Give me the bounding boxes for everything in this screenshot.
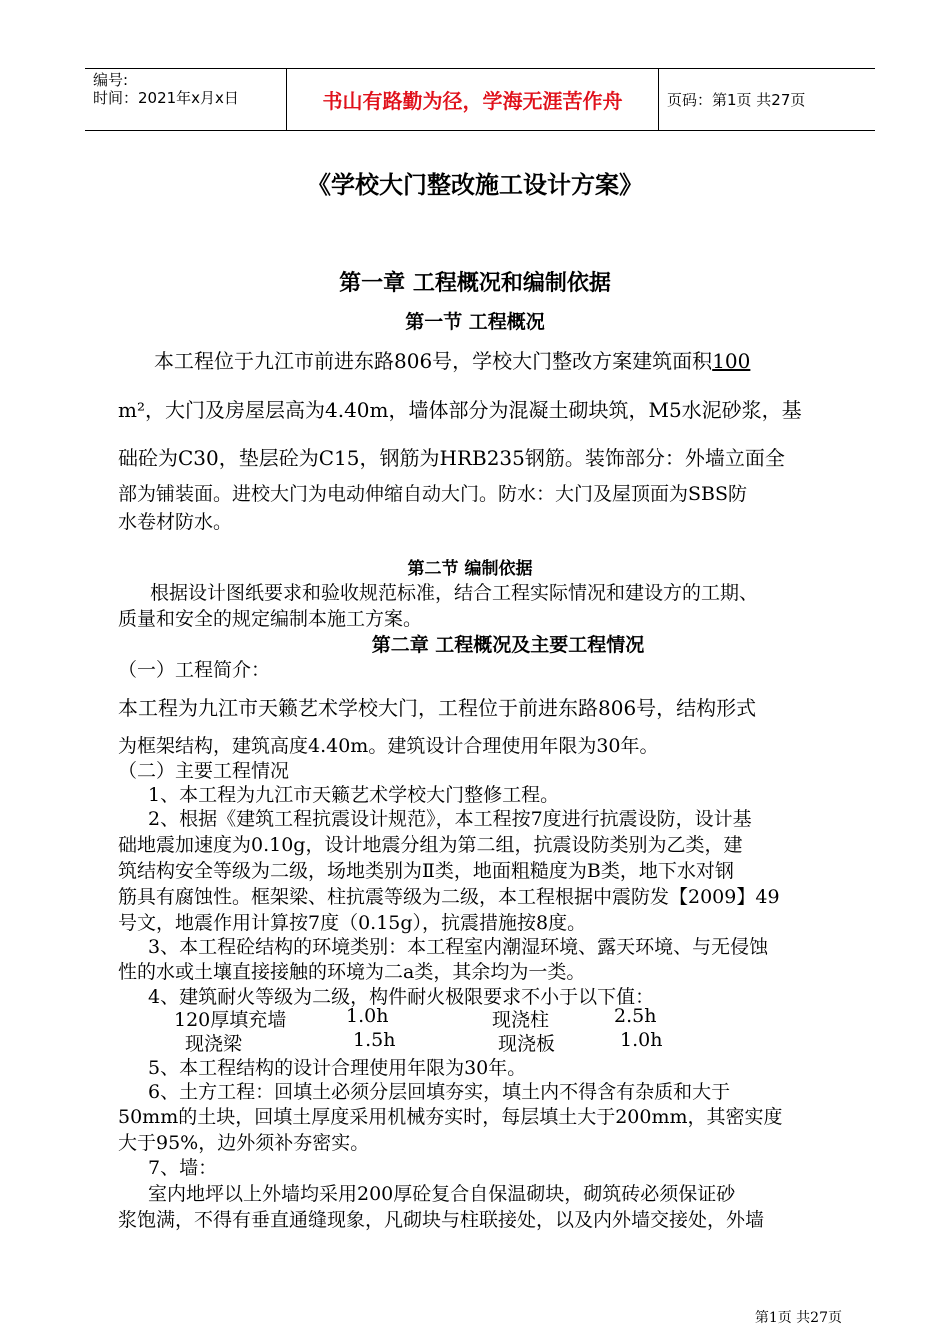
para-line: 础砼为C30，垫层砼为C15，钢筋为HRB235钢筋。装饰部分：外墙立面全 (118, 446, 785, 470)
para-line: 为框架结构，建筑高度4.40m。建筑设计合理使用年限为30年。 (118, 735, 659, 757)
para-text: 本工程位于九江市前进东路806号，学校大门整改方案建筑面积 (154, 349, 713, 373)
document-title: 《学校大门整改施工设计方案》 (307, 171, 643, 199)
fire-item-value: 2.5h (614, 1005, 657, 1027)
para-line: 根据设计图纸要求和验收规范标准，结合工程实际情况和建设方的工期、 (150, 582, 759, 604)
time-text: 时间：2021年x月x日 (93, 89, 239, 107)
motto: 书山有路勤为径，学海无涯苦作舟 (286, 69, 659, 130)
item-line: 大于95%，边外须补夯密实。 (118, 1132, 370, 1154)
area-value: 100 (712, 349, 751, 373)
section1-title: 第一节 工程概况 (405, 311, 545, 333)
intro-heading: （一）工程简介： (118, 659, 271, 681)
fire-item-name: 现浇板 (498, 1033, 556, 1055)
fire-item-value: 1.0h (346, 1005, 389, 1027)
page-indicator: 页码：第1页 共27页 (667, 91, 806, 109)
para-line: 质量和安全的规定编制本施工方案。 (118, 608, 423, 630)
header-meta (85, 69, 286, 130)
item-line: 浆饱满，不得有垂直通缝现象，凡砌块与柱联接处，以及内外墙交接处，外墙 (118, 1209, 765, 1231)
main-heading: （二）主要工程情况 (118, 760, 290, 782)
para-line (154, 345, 854, 374)
para-line: m²，大门及房屋层高为4.40m，墙体部分为混凝土砌块筑，M5水泥砂浆，基 (118, 398, 802, 422)
item-line: 室内地坪以上外墙均采用200厚砼复合自保温砌块，砌筑砖必须保证砂 (148, 1183, 736, 1205)
para-line: 本工程为九江市天籁艺术学校大门，工程位于前进东路806号，结构形式 (118, 696, 757, 720)
item-line: 础地震加速度为0.10g，设计地震分组为第二组，抗震设防类别为乙类，建 (118, 834, 743, 856)
fire-item-value: 1.0h (620, 1029, 663, 1051)
item-line: 50mm的土块，回填土厚度采用机械夯实时，每层填土大于200mm，其密实度 (118, 1106, 783, 1128)
chapter2-title: 第二章 工程概况及主要工程情况 (371, 634, 645, 656)
chapter1-title: 第一章 工程概况和编制依据 (339, 271, 611, 296)
fire-item-name: 现浇柱 (492, 1009, 550, 1031)
item-line: 1、本工程为九江市天籁艺术学校大门整修工程。 (148, 784, 560, 806)
item-line: 6、土方工程：回填土必须分层回填夯实，填土内不得含有杂质和大于 (148, 1081, 731, 1103)
section2-title: 第二节 编制依据 (407, 559, 533, 579)
item-line: 号文，地震作用计算按7度（0.15g），抗震措施按8度。 (118, 912, 587, 934)
item-line: 性的水或土壤直接接触的环境为二a类，其余均为一类。 (118, 961, 586, 983)
number-label: 编号: (93, 71, 129, 89)
item-line: 3、本工程砼结构的环境类别：本工程室内潮湿环境、露天环境、与无侵蚀 (148, 936, 769, 958)
fire-item-value: 1.5h (353, 1029, 396, 1051)
fire-item-name: 120厚填充墙 (174, 1009, 287, 1031)
item-line: 7、墙： (148, 1157, 218, 1179)
para-line: 部为铺装面。进校大门为电动伸缩自动大门。防水：大门及屋顶面为SBS防 (118, 483, 747, 505)
item-line: 筋具有腐蚀性。框架梁、柱抗震等级为二级，本工程根据中震防发【2009】49 (118, 886, 780, 908)
item-line: 4、建筑耐火等级为二级，构件耐火极限要求不小于以下值： (148, 986, 655, 1008)
fire-item-name: 现浇梁 (185, 1033, 243, 1055)
item-line: 筑结构安全等级为二级，场地类别为Ⅱ类，地面粗糙度为B类，地下水对钢 (118, 860, 734, 882)
page-header (85, 68, 875, 131)
para-line: 水卷材防水。 (118, 511, 233, 533)
item-line: 5、本工程结构的设计合理使用年限为30年。 (148, 1057, 527, 1079)
item-line: 2、根据《建筑工程抗震设计规范》，本工程按7度进行抗震设防，设计基 (148, 808, 752, 830)
page-footer: 第1页 共27页 (754, 1310, 842, 1326)
